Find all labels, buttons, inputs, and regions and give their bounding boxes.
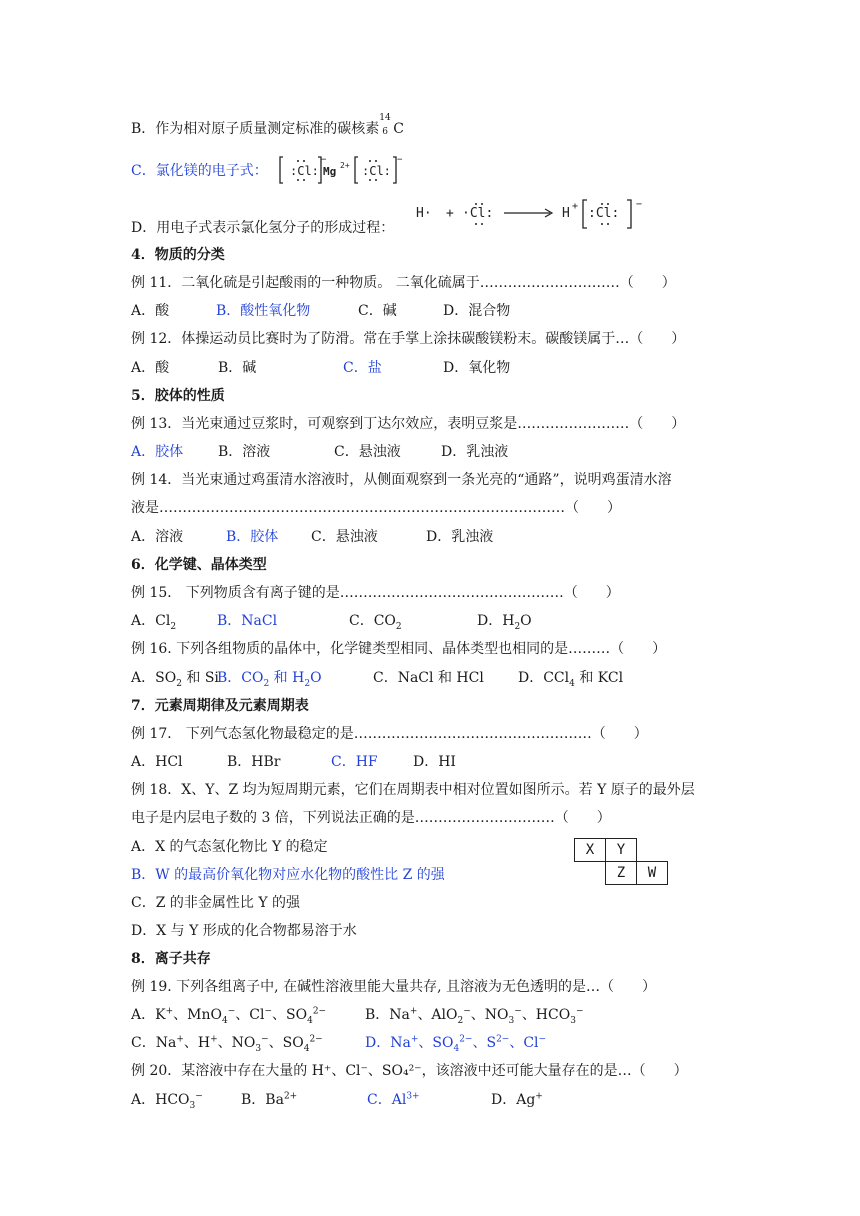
option-c: C．NaCl 和 HCl [373,670,484,686]
option-d: D．Ag+ [491,1091,543,1108]
option-c: C．HF [331,754,378,770]
question-18-line2: 电子是内层电子数的 3 倍，下列说法正确的是…………………………（ ） [131,810,611,826]
option-a: A．$Cl_2$ [131,613,177,632]
svg-text:+: + [572,201,579,212]
q13-options [131,443,508,461]
question-20: 例 20．某溶液中存在大量的 H⁺、Cl⁻、SO₄²⁻，该溶液中还可能大量存在的是…（ ） [131,1063,688,1079]
option-c: C．$CO_2$ [349,613,402,632]
cell-w: W [636,861,668,885]
atomic-number: 6 [382,127,389,137]
cell-x: X [574,838,606,862]
mass-number: 14 [379,113,391,123]
svg-text::Cl:: :Cl: [588,206,620,221]
question-15: 例 15． 下列物质含有离子键的是…………………………………………（ ） [131,585,620,601]
question-19: 例 19. 下列各组离子中, 在碱性溶液里能大量共存, 且溶液为无色透明的是…（ ） [131,979,656,995]
svg-text:−: − [636,199,643,210]
section-5-heading: 5．胶体的性质 [131,388,225,404]
option-d: D．HI [413,754,456,770]
svg-text::Cl:: :Cl: [362,164,391,178]
question-17: 例 17． 下列气态氢化物最稳定的是……………………………………………（ ） [131,726,648,742]
section-8-heading: 8．离子共存 [131,951,211,967]
q19-options-cd [131,1034,546,1052]
option-d-hcl-formation [131,219,394,237]
isotope-symbol [379,113,393,137]
option-c: C．悬浊液 [334,444,401,460]
option-a: A．$SO_2$ 和 Si [131,670,219,689]
option-d: D．Na+、$SO_4^{2-}$、$S^{2-}$、Cl− [365,1034,547,1054]
q14-options [131,528,493,546]
option-a: A．酸 [131,360,170,376]
option-c: C．$Al^{3+}$ [367,1091,420,1108]
option-b-isotope [131,113,405,138]
option-d: D．乳浊液 [426,529,494,545]
cell-z: Z [605,861,637,885]
question-12: 例 12．体操运动员比赛时为了防滑。常在手掌上涂抹碳酸镁粉末。碳酸镁属于…（ ） [131,331,686,347]
q18-option-d: D．X 与 Y 形成的化合物都易溶于水 [131,923,357,939]
hcl-formation-diagram [412,198,652,232]
q12-options [131,359,510,377]
option-b: B．碱 [218,360,257,376]
option-a: A．胶体 [131,444,184,460]
option-d: D．乳浊液 [441,444,509,460]
svg-text::Cl:: :Cl: [290,164,319,178]
question-14-line1: 例 14．当光束通过鸡蛋清水溶液时，从侧面观察到一条光亮的“通路”，说明鸡蛋清水溶 [131,472,672,488]
section-7-heading: 7．元素周期律及元素周期表 [131,698,309,714]
q19-options-ab [131,1006,584,1024]
option-d: D．$H_2O$ [477,613,532,632]
option-d: D．CCl$_4$ 和 KCl [518,670,624,689]
option-b: B．Na+、AlO$_2$−、$NO_3^-$、$HCO_3^-$ [365,1006,584,1026]
option-c: C．碱 [358,303,397,319]
q18-option-c: C．Z 的非金属性比 Y 的强 [131,895,301,911]
option-text: D．用电子式表示氯化氢分子的形成过程： [131,220,395,236]
svg-text:H·: H· [416,206,432,221]
option-d: D．混合物 [443,303,511,319]
svg-text:+: + [446,206,454,221]
q15-options [131,612,532,630]
q17-options [131,753,456,771]
option-a: A．HCl [131,754,183,770]
option-a: A．K+、MnO$_4$−、Cl−、$SO_4^{2-}$ [131,1006,327,1026]
option-text: B．作为相对原子质量测定标准的碳核素 [131,121,380,137]
cell-y: Y [605,838,637,862]
option-c: C．盐 [343,360,382,376]
q18-option-a: A．X 的气态氢化物比 Y 的稳定 [131,839,328,855]
option-b: B．$CO_2$ 和 $H_2O$ [217,670,322,689]
question-18-line1: 例 18．X、Y、Z 均为短周期元素，它们在周期表中相对位置如图所示。若 Y 原子的最外层 [131,782,695,798]
option-c: C．Na+、H+、$NO_3^-$、$SO_4^{2-}$ [131,1034,323,1054]
question-13: 例 13．当光束通过豆浆时，可观察到丁达尔效应，表明豆浆是……………………（ ） [131,416,686,432]
svg-text:Mg: Mg [323,165,337,178]
option-b: B．溶液 [218,444,271,460]
svg-text:2+: 2+ [340,161,350,170]
section-4-heading: 4．物质的分类 [131,247,225,263]
element-symbol: C [393,121,405,137]
option-a: A．$HCO_3^-$ [131,1091,203,1111]
option-c: C．悬浊液 [311,529,378,545]
svg-text:H: H [562,206,570,221]
option-b: B．$Ba^{2+}$ [241,1091,298,1108]
option-b: B．胶体 [226,529,279,545]
question-14-line2: 液是……………………………………………………………………………（ ） [131,500,621,516]
option-c-electron-formula [131,162,268,180]
q18-option-b: B．W 的最高价氧化物对应水化物的酸性比 Z 的强 [131,867,445,883]
section-6-heading: 6．化学键、晶体类型 [131,557,267,573]
svg-text:−: − [397,155,403,165]
option-b: B．HBr [227,754,281,770]
option-d: D．氧化物 [443,360,511,376]
option-b: B．酸性氧化物 [216,303,311,319]
option-text: C．氯化镁的电子式： [131,163,268,179]
question-16: 例 16. 下列各组物质的晶体中，化学键类型相同、晶体类型也相同的是………（ ） [131,641,667,657]
svg-text:·Cl:: ·Cl: [462,206,494,221]
mgcl2-electron-formula [278,154,403,186]
q20-options [131,1091,543,1109]
question-11: 例 11．二氧化硫是引起酸雨的一种物质。 二氧化硫属于…………………………（ ） [131,275,676,291]
q16-options [131,669,623,687]
svg-text:−: − [321,155,327,165]
option-a: A．溶液 [131,529,184,545]
q11-options [131,302,510,320]
option-a: A．酸 [131,303,170,319]
option-b: B．NaCl [217,613,278,629]
